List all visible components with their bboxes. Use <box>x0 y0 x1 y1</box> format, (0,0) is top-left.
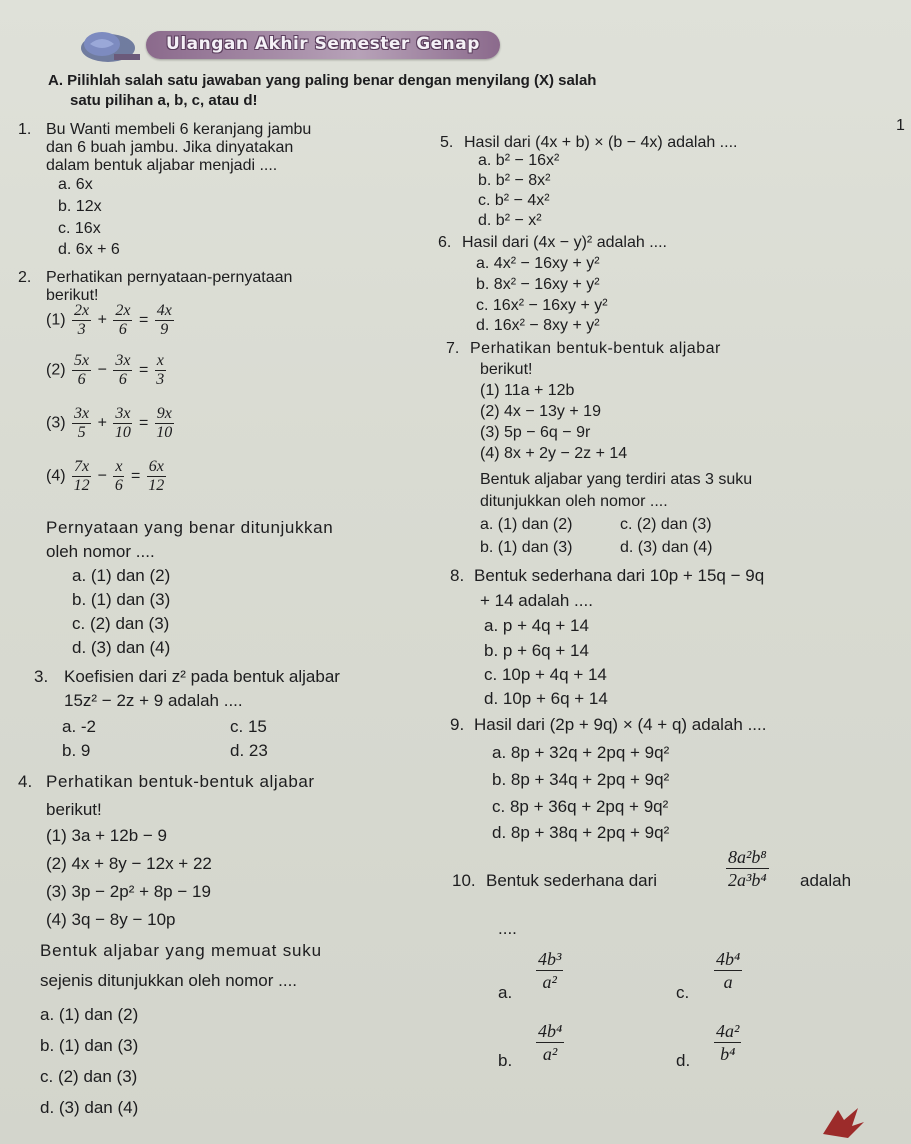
q1-option-d[interactable]: d. 6x + 6 <box>58 241 120 258</box>
frac-num: 4x <box>156 302 172 319</box>
q3-option-c[interactable]: c. 15 <box>230 717 267 736</box>
statement-label: (1) <box>46 311 66 329</box>
q10-option-b[interactable] <box>534 1020 566 1065</box>
frac-num: 3x <box>115 405 131 422</box>
q5-option-b[interactable]: b. b² − 8x² <box>478 172 551 189</box>
frac-num: 4a² <box>716 1021 740 1041</box>
q7-statement-2: (2) 4x − 13y + 19 <box>480 403 601 420</box>
q7-option-c[interactable]: c. (2) dan (3) <box>620 516 712 533</box>
q7-text-line2: berikut! <box>480 361 533 378</box>
section-a-instruction-line1: A. Pilihlah salah satu jawaban yang paling benar dengan menyilang (X) salah <box>48 72 597 89</box>
q10-text-line1: Bentuk sederhana dari <box>486 871 658 890</box>
frac-num: 4b³ <box>538 949 562 969</box>
q10-option-b-label[interactable]: b. <box>498 1051 513 1070</box>
q4-option-c[interactable]: c. (2) dan (3) <box>40 1067 138 1086</box>
q6-option-c[interactable]: c. 16x² − 16xy + y² <box>476 297 608 314</box>
frac-den: a <box>723 972 733 992</box>
statement-label: (4) <box>46 467 66 485</box>
frac-den: 6 <box>77 371 86 388</box>
q2-statement-4 <box>46 458 168 495</box>
q8-option-a[interactable]: a. p + 4q + 14 <box>484 616 589 635</box>
frac-den: 5 <box>77 424 86 441</box>
q9-number: 9. <box>450 715 465 734</box>
q4-text-line2: berikut! <box>46 800 102 819</box>
q9-text-line1: Hasil dari (2p + 9q) × (4 + q) adalah .... <box>474 715 767 734</box>
frac-den: b⁴ <box>720 1044 736 1064</box>
frac-num: 4b⁴ <box>716 949 741 969</box>
q4-statement-3: (3) 3p − 2p² + 8p − 19 <box>46 882 211 901</box>
exam-title: Ulangan Akhir Semester Genap <box>166 34 480 54</box>
frac-den: 3 <box>156 371 165 388</box>
operator: − <box>97 467 107 485</box>
q4-option-d[interactable]: d. (3) dan (4) <box>40 1098 139 1117</box>
q10-option-c[interactable] <box>712 948 744 993</box>
q2-statement-1 <box>46 302 176 339</box>
q3-option-a[interactable]: a. -2 <box>62 717 97 736</box>
q1-option-a[interactable]: a. 6x <box>58 176 93 193</box>
q10-text-line1-end: adalah <box>800 871 852 890</box>
q7-stem-line2: ditunjukkan oleh nomor .... <box>480 493 668 510</box>
frac-den: 2a³b⁴ <box>728 870 767 890</box>
q8-number: 8. <box>450 566 465 585</box>
q1-option-b[interactable]: b. 12x <box>58 198 102 215</box>
q7-statement-3: (3) 5p − 6q − 9r <box>480 424 591 441</box>
q2-statement-2 <box>46 352 168 389</box>
q9-option-b[interactable]: b. 8p + 34q + 2pq + 9q² <box>492 770 670 789</box>
q7-statement-4: (4) 8x + 2y − 2z + 14 <box>480 445 628 462</box>
q10-dots: .... <box>498 919 517 938</box>
q9-option-a[interactable]: a. 8p + 32q + 2pq + 9q² <box>492 743 670 762</box>
frac-num: 4b⁴ <box>538 1021 563 1041</box>
frac-num: 3x <box>115 352 131 369</box>
q1-option-c[interactable]: c. 16x <box>58 220 101 237</box>
q10-option-a-label[interactable]: a. <box>498 983 513 1002</box>
q7-option-a[interactable]: a. (1) dan (2) <box>480 516 573 533</box>
q6-number: 6. <box>438 234 452 251</box>
decorative-ornament-icon <box>818 1104 868 1140</box>
q2-option-d[interactable]: d. (3) dan (4) <box>72 638 171 657</box>
frac-den: 12 <box>148 477 165 494</box>
q1-text-line2: dan 6 buah jambu. Jika dinyatakan <box>46 139 294 156</box>
q2-stem-line1: Pernyataan yang benar ditunjukkan <box>46 518 334 537</box>
q8-option-b[interactable]: b. p + 6q + 14 <box>484 641 589 660</box>
q9-option-c[interactable]: c. 8p + 36q + 2pq + 9q² <box>492 797 669 816</box>
frac-num: 9x <box>156 405 172 422</box>
operator: + <box>97 414 107 432</box>
q7-option-b[interactable]: b. (1) dan (3) <box>480 539 573 556</box>
q5-text-line1: Hasil dari (4x + b) × (b − 4x) adalah .... <box>464 134 738 151</box>
q3-text-line1: Koefisien dari z² pada bentuk aljabar <box>64 667 340 686</box>
q4-stem-line1: Bentuk aljabar yang memuat suku <box>40 941 322 960</box>
q9-option-d[interactable]: d. 8p + 38q + 2pq + 9q² <box>492 823 670 842</box>
frac-num: x <box>156 352 164 369</box>
q6-text-line1: Hasil dari (4x − y)² adalah .... <box>462 234 667 251</box>
q10-fraction <box>724 846 771 891</box>
frac-num: x <box>115 458 123 475</box>
equals: = <box>138 414 149 432</box>
q2-statement-3 <box>46 405 176 442</box>
frac-den: 6 <box>118 371 127 388</box>
q10-option-a[interactable] <box>534 948 565 993</box>
frac-num: 2x <box>115 302 131 319</box>
frac-den: 9 <box>160 321 169 338</box>
statement-label: (2) <box>46 361 66 379</box>
frac-den: 3 <box>77 321 86 338</box>
frac-den: a² <box>542 972 557 992</box>
frac-num: 2x <box>74 302 90 319</box>
q4-option-b[interactable]: b. (1) dan (3) <box>40 1036 139 1055</box>
frac-den: 12 <box>73 477 90 494</box>
frac-den: 6 <box>118 321 127 338</box>
frac-den: 6 <box>114 477 123 494</box>
q2-text-line2: berikut! <box>46 287 99 304</box>
q7-stem-line1: Bentuk aljabar yang terdiri atas 3 suku <box>480 471 753 488</box>
q1-number: 1. <box>18 121 32 138</box>
statement-label: (3) <box>46 414 66 432</box>
q3-option-d[interactable]: d. 23 <box>230 741 268 760</box>
q10-option-c-label[interactable]: c. <box>676 983 690 1002</box>
q4-number: 4. <box>18 772 33 791</box>
q5-option-a[interactable]: a. b² − 16x² <box>478 152 560 169</box>
q5-option-c[interactable]: c. b² − 4x² <box>478 192 550 209</box>
q6-option-b[interactable]: b. 8x² − 16xy + y² <box>476 276 600 293</box>
q8-text-line2: + 14 adalah .... <box>480 591 593 610</box>
frac-num: 7x <box>74 458 90 475</box>
section-a-instruction-line2: satu pilihan a, b, c, atau d! <box>70 92 258 109</box>
q7-statement-1: (1) 11a + 12b <box>480 382 575 399</box>
q1-text-line1: Bu Wanti membeli 6 keranjang jambu <box>46 121 312 138</box>
q8-text-line1: Bentuk sederhana dari 10p + 15q − 9q <box>474 566 765 585</box>
frac-num: 3x <box>74 405 90 422</box>
frac-den: 10 <box>114 424 131 441</box>
exam-title-banner <box>146 31 500 59</box>
equals: = <box>138 361 149 379</box>
operator: + <box>97 311 107 329</box>
q7-option-d[interactable]: d. (3) dan (4) <box>620 539 713 556</box>
q5-number: 5. <box>440 134 454 151</box>
q10-number: 10. <box>452 871 476 890</box>
q2-option-a[interactable]: a. (1) dan (2) <box>72 566 171 585</box>
page-corner-number: 1 <box>896 117 905 134</box>
q3-text-line2: 15z² − 2z + 9 adalah .... <box>64 691 243 710</box>
q4-stem-line2: sejenis ditunjukkan oleh nomor .... <box>40 971 298 990</box>
q8-option-d[interactable]: d. 10p + 6q + 14 <box>484 689 608 708</box>
q3-option-b[interactable]: b. 9 <box>62 741 91 760</box>
q7-text-line1: Perhatikan bentuk-bentuk aljabar <box>470 340 721 357</box>
frac-den: a² <box>542 1044 558 1064</box>
q8-option-c[interactable]: c. 10p + 4q + 14 <box>484 665 607 684</box>
q6-option-a[interactable]: a. 4x² − 16xy + y² <box>476 255 600 272</box>
q10-option-d-label[interactable]: d. <box>676 1051 691 1070</box>
q4-statement-1: (1) 3a + 12b − 9 <box>46 826 167 845</box>
q5-option-d[interactable]: d. b² − x² <box>478 212 542 229</box>
q6-option-d[interactable]: d. 16x² − 8xy + y² <box>476 317 600 334</box>
q2-text-line1: Perhatikan pernyataan-pernyataan <box>46 269 293 286</box>
globe-icon <box>78 24 142 64</box>
q7-number: 7. <box>446 340 460 357</box>
q4-statement-2: (2) 4x + 8y − 12x + 22 <box>46 854 212 873</box>
equals: = <box>138 311 149 329</box>
q2-number: 2. <box>18 269 32 286</box>
frac-num: 8a²b⁸ <box>728 847 767 867</box>
q3-number: 3. <box>34 667 49 686</box>
frac-num: 5x <box>74 352 90 369</box>
q4-statement-4: (4) 3q − 8y − 10p <box>46 910 176 929</box>
q10-option-d[interactable] <box>712 1020 743 1065</box>
frac-num: 6x <box>148 458 164 475</box>
q4-option-a[interactable]: a. (1) dan (2) <box>40 1005 139 1024</box>
q2-option-c[interactable]: c. (2) dan (3) <box>72 614 170 633</box>
frac-den: 10 <box>156 424 173 441</box>
q4-text-line1: Perhatikan bentuk-bentuk aljabar <box>46 772 315 791</box>
q2-option-b[interactable]: b. (1) dan (3) <box>72 590 171 609</box>
q2-stem-line2: oleh nomor .... <box>46 542 155 561</box>
q1-text-line3: dalam bentuk aljabar menjadi .... <box>46 157 278 174</box>
operator: − <box>97 361 107 379</box>
equals: = <box>130 467 141 485</box>
